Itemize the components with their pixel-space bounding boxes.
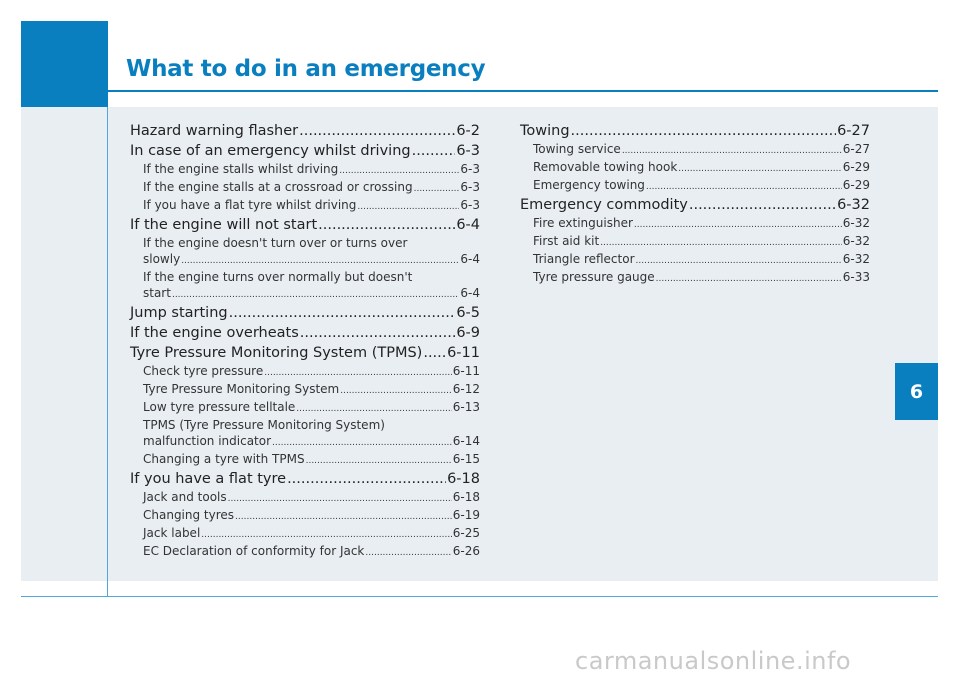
toc-entry-label: Check tyre pressure (143, 364, 264, 378)
toc-subsection-entry[interactable] (130, 543, 480, 561)
toc-leader-dots (172, 287, 459, 303)
toc-page-number: 6-18 (447, 471, 480, 487)
toc-section-entry[interactable] (520, 196, 870, 215)
toc-left-column (130, 122, 480, 561)
toc-section-entry[interactable] (520, 122, 870, 141)
toc-subsection-entry[interactable] (520, 233, 870, 251)
toc-leader-dots (339, 163, 459, 179)
toc-leader-dots (646, 179, 842, 195)
toc-subsection-entry[interactable] (130, 179, 480, 197)
toc-leader-dots (296, 401, 451, 417)
toc-page-number: 6-27 (837, 123, 870, 139)
toc-page-number: 6-3 (460, 180, 480, 194)
toc-leader-dots (318, 216, 455, 235)
chapter-color-block (21, 21, 108, 107)
toc-entry-label: Triangle reflector (533, 252, 635, 266)
toc-subsection-entry[interactable] (520, 159, 870, 177)
toc-page-number: 6-29 (842, 160, 870, 174)
toc-subsection-entry[interactable] (520, 215, 870, 233)
toc-leader-dots (678, 161, 841, 177)
toc-entry-label: Hazard warning flasher (130, 123, 299, 139)
toc-subsection-entry[interactable] (130, 489, 480, 507)
toc-entry-label: start (143, 286, 171, 300)
toc-page-number: 6-4 (460, 252, 480, 266)
toc-page-number: 6-27 (842, 142, 870, 156)
toc-page-number: 6-11 (447, 345, 480, 361)
toc-entry-label: First aid kit (533, 234, 600, 248)
toc-page-number: 6-5 (456, 305, 480, 321)
toc-page-number: 6-12 (452, 382, 480, 396)
toc-leader-dots (300, 324, 456, 343)
toc-leader-dots (229, 304, 456, 323)
toc-leader-dots (306, 453, 452, 469)
toc-section-entry[interactable] (130, 122, 480, 141)
toc-entry-label: Emergency towing (533, 178, 645, 192)
page-title: What to do in an emergency (126, 56, 486, 82)
toc-page-number: 6-32 (842, 252, 870, 266)
toc-entry-label: Tyre pressure gauge (533, 270, 655, 284)
toc-subsection-entry[interactable] (130, 363, 480, 381)
toc-entry-label: If the engine stalls at a crossroad or crossing (143, 180, 413, 194)
toc-leader-dots (689, 196, 836, 215)
toc-subsection-entry[interactable] (130, 197, 480, 215)
toc-entry-label: If you have a flat tyre whilst driving (143, 198, 357, 212)
toc-page-number: 6-4 (456, 217, 480, 233)
toc-entry-label: Tyre Pressure Monitoring System (TPMS) (130, 345, 423, 361)
toc-leader-dots (423, 344, 446, 363)
toc-subsection-entry[interactable] (130, 161, 480, 179)
toc-entry-line: If the engine turns over normally but doesn't (143, 270, 413, 284)
toc-leader-dots (235, 509, 452, 525)
toc-leader-dots (181, 253, 459, 269)
toc-entry-line: TPMS (Tyre Pressure Monitoring System) (143, 418, 385, 432)
toc-entry-label: Changing tyres (143, 508, 235, 522)
toc-leader-dots (272, 435, 452, 451)
toc-section-entry[interactable] (130, 142, 480, 161)
toc-leader-dots (636, 253, 842, 269)
toc-leader-dots (634, 217, 842, 233)
toc-leader-dots (357, 199, 459, 215)
toc-entry-label: Low tyre pressure telltale (143, 400, 296, 414)
toc-leader-dots (340, 383, 452, 399)
toc-subsection-entry[interactable] (520, 251, 870, 269)
left-margin-panel (21, 107, 108, 581)
toc-page-number: 6-4 (460, 286, 480, 300)
toc-subsection-entry[interactable] (130, 399, 480, 417)
toc-leader-dots (600, 235, 842, 251)
toc-subsection-entry[interactable] (520, 269, 870, 287)
toc-page-number: 6-29 (842, 178, 870, 192)
toc-page-number: 6-32 (837, 197, 870, 213)
toc-entry-line: If the engine doesn't turn over or turns over (143, 236, 408, 250)
toc-section-entry[interactable] (130, 216, 480, 235)
toc-subsection-entry[interactable] (520, 177, 870, 195)
toc-leader-dots (414, 181, 460, 197)
toc-entry-label: Jack label (143, 526, 201, 540)
toc-leader-dots (264, 365, 452, 381)
toc-entry-label: Changing a tyre with TPMS (143, 452, 305, 466)
toc-page-number: 6-9 (456, 325, 480, 341)
toc-page-number: 6-3 (456, 143, 480, 159)
toc-leader-dots (656, 271, 842, 287)
toc-entry-label: If you have a flat tyre (130, 471, 287, 487)
toc-leader-dots (299, 122, 455, 141)
toc-page-number: 6-19 (452, 508, 480, 522)
toc-subsection-entry[interactable] (130, 381, 480, 399)
toc-page-number: 6-3 (460, 198, 480, 212)
toc-page-number: 6-26 (452, 544, 480, 558)
toc-entry-label: Towing (520, 123, 570, 139)
toc-subsection-entry[interactable] (520, 141, 870, 159)
toc-right-column (520, 122, 870, 287)
toc-leader-dots (287, 470, 446, 489)
toc-page-number: 6-25 (452, 526, 480, 540)
chapter-tab[interactable]: 6 (895, 363, 938, 420)
toc-entry-label: slowly (143, 252, 181, 266)
toc-subsection-entry[interactable] (130, 433, 480, 451)
toc-page-number: 6-18 (452, 490, 480, 504)
toc-entry-label: In case of an emergency whilst driving (130, 143, 411, 159)
toc-entry-label: Towing service (533, 142, 621, 156)
toc-entry-label: If the engine stalls whilst driving (143, 162, 339, 176)
toc-page-number: 6-32 (842, 234, 870, 248)
toc-subsection-entry[interactable] (130, 251, 480, 269)
toc-entry-label: Jack and tools (143, 490, 227, 504)
toc-entry-label: malfunction indicator (143, 434, 272, 448)
toc-leader-dots (201, 527, 451, 543)
toc-leader-dots (622, 143, 842, 159)
toc-page-number: 6-15 (452, 452, 480, 466)
toc-section-entry[interactable] (130, 304, 480, 323)
toc-entry-label: Jump starting (130, 305, 228, 321)
toc-leader-dots (365, 545, 451, 561)
toc-section-entry[interactable] (130, 324, 480, 343)
toc-subsection-entry[interactable] (130, 525, 480, 543)
toc-entry-label: Emergency commodity (520, 197, 688, 213)
toc-subsection-entry[interactable] (130, 285, 480, 303)
toc-entry-label: Tyre Pressure Monitoring System (143, 382, 340, 396)
watermark: carmanualsonline.info (575, 647, 852, 675)
toc-page-number: 6-2 (456, 123, 480, 139)
toc-entry-label: Removable towing hook (533, 160, 678, 174)
footer-rule (21, 596, 938, 597)
toc-page-number: 6-33 (842, 270, 870, 284)
toc-page-number: 6-32 (842, 216, 870, 230)
toc-page-number: 6-11 (452, 364, 480, 378)
title-underline (108, 90, 938, 92)
toc-page-number: 6-14 (452, 434, 480, 448)
toc-section-entry[interactable] (130, 344, 480, 363)
toc-subsection-entry[interactable] (130, 451, 480, 469)
toc-leader-dots (228, 491, 452, 507)
toc-page-number: 6-3 (460, 162, 480, 176)
toc-entry-label: If the engine overheats (130, 325, 299, 341)
toc-leader-dots (571, 122, 837, 141)
margin-divider (107, 107, 108, 597)
toc-entry-label: If the engine will not start (130, 217, 318, 233)
toc-entry-label: Fire extinguisher (533, 216, 633, 230)
toc-page-number: 6-13 (452, 400, 480, 414)
toc-leader-dots (412, 142, 456, 161)
toc-subsection-entry[interactable] (130, 507, 480, 525)
toc-entry-label: EC Declaration of conformity for Jack (143, 544, 365, 558)
toc-section-entry[interactable] (130, 470, 480, 489)
